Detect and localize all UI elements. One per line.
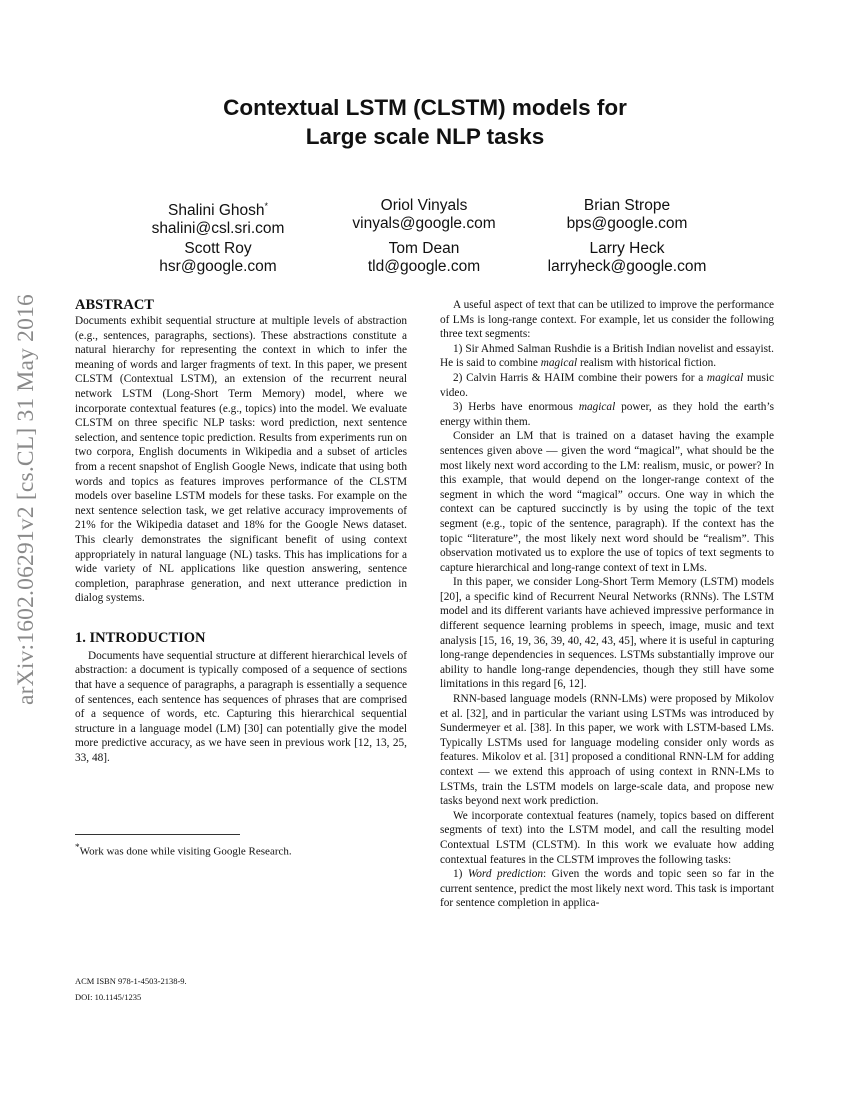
example-segment-3: 3) Herbs have enormous magical power, as they hold the earth’s energy within them. (440, 401, 774, 428)
author-block (527, 197, 727, 233)
author-email: larryheck@google.com (547, 258, 707, 275)
author-name: Shalini Ghosh (167, 202, 265, 220)
author-name: Oriol Vinyals (380, 197, 468, 214)
title-line-1: Contextual LSTM (CLSTM) models for (223, 95, 627, 120)
author-name: Larry Heck (589, 240, 665, 257)
paragraph-long-range-context: A useful aspect of text that can be utilized to improve the performance of LMs is long-range context. For example, let us consider the following three text segments: (440, 299, 774, 341)
footnote-mark: * (75, 842, 80, 852)
introduction-heading: 1. INTRODUCTION (75, 629, 206, 646)
task-word-prediction: 1) Word prediction: Given the words and topic seen so far in the current sentence, predict the most likely next word. This task is important for sentence completion in applica- (440, 868, 774, 910)
author-email: vinyals@google.com (352, 215, 496, 232)
author-block (324, 240, 524, 276)
author-block (324, 197, 524, 233)
abstract-text: Documents exhibit sequential structure at multiple levels of abstraction (e.g., sentences, paragraphs, sections). These abstractions constitute a natural hierarchy for representing the context in which to infer the meaning of words and larger fragments of text. In this paper, we present CLSTM (Contextual LSTM), an extension of the recurrent neural network LSTM (Long-Short Term Memory) model, where we incorporate contextual features (e.g., topics) into the model. We evaluate CLSTM on three specific NLP tasks: word prediction, next sentence selection, and sentence topic prediction. Results from experiments run on two corpora, English documents in Wikipedia and a subset of articles from a recent snapshot of English Google News, indicate that using both words and topics as features improves performance of the CLSTM models over baseline LSTM models for these tasks. For example on the next sentence selection task, we get relative accuracy improvements of 21% for the Wikipedia dataset and 18% for the Google News dataset. This clearly demonstrates the significant benefit of using context appropriately in natural language (NL) tasks. This has implications for a wide variety of NL applications like question answering, sentence completion, paraphrase generation, and next utterance prediction in dialog systems. (75, 315, 407, 605)
author-block (118, 240, 318, 276)
paragraph-lstm-models: In this paper, we consider Long-Short Term Memory (LSTM) models [20], a specific kind of Recurrent Neural Networks (RNNs). The LSTM model and its different variants have achieved impressive performance in different sequence learning problems in speech, image, music and text analysis [15, 16, 19, 36, 39, 40, 42, 43, 45], where it is useful in capturing long-range dependencies in sequences. LSTMs substantially improve our ability to handle long-range dependencies, though they still have some limitations in this regard [6, 12]. (440, 576, 774, 691)
author-footnote-mark: * (264, 201, 269, 211)
acm-isbn: ACM ISBN 978-1-4503-2138-9. (75, 976, 187, 986)
author-name: Brian Strope (583, 197, 671, 214)
paragraph-rnn-lms: RNN-based language models (RNN-LMs) were proposed by Mikolov et al. [32], and in particular the variant using LSTMs was introduced by Sundermeyer et al. [38]. In this paper, we work with LSTM-based LMs. Typically LSTMs used for language modeling consider only words as features. Mikolov et al. [31] proposed a conditional RNN-LM for adding context — we extend this approach of using context in RNN-LMs to LSTMs, train the LSTM models on large-scale data, and propose new tasks beyond next work prediction. (440, 693, 774, 808)
author-email: tld@google.com (367, 258, 481, 275)
right-column (440, 298, 774, 911)
example-segment-1: 1) Sir Ahmed Salman Rushdie is a British Indian novelist and essayist. He is said to combine magical realism with historical fiction. (440, 342, 774, 370)
footnote-rule (75, 834, 240, 835)
footnote (75, 842, 292, 858)
title-line-2: Large scale NLP tasks (305, 124, 545, 149)
left-column (75, 296, 407, 766)
example-segment-2: 2) Calvin Harris & HAIM combine their powers for a magical music video. (440, 371, 774, 399)
acm-doi: DOI: 10.1145/1235 (75, 992, 142, 1002)
paragraph-contextual-features: We incorporate contextual features (namely, topics based on different segments of text) into the LSTM model, and call the resulting model Contextual LSTM (CLSTM). In this work we evaluate how adding contextual features in the CLSTM improves the following tasks: (440, 809, 774, 866)
arxiv-identifier-stamp (2, 284, 50, 714)
author-email: hsr@google.com (159, 258, 277, 275)
author-name: Tom Dean (388, 240, 460, 257)
arxiv-stamp-text: arXiv:1602.06291v2 [cs.CL] 31 May 2016 (12, 293, 39, 705)
author-name: Scott Roy (184, 240, 252, 257)
author-email: shalini@csl.sri.com (151, 220, 285, 238)
author-email: bps@google.com (566, 215, 688, 232)
author-block (527, 240, 727, 276)
author-block (118, 197, 318, 238)
paragraph-lm-example: Consider an LM that is trained on a dataset having the example sentences given above — given the word “magical”, what should be the most likely next word according to the LM: realism, music, or power? In this example, that would depend on the longer-range context of the segment in which the word “magical” occurs. One way in which the context can be captured succinctly is by using the topic of the text segment (e.g., topic of the sentence, paragraph). If the context has the topic “literature”, the most likely next word should be “realism”. This observation motivated us to explore the use of topics of text segments to capture hierarchical and long-range context of text in LMs. (440, 430, 774, 574)
footnote-text: Work was done while visiting Google Research. (79, 845, 292, 858)
abstract-heading: ABSTRACT (75, 297, 154, 313)
introduction-paragraph: Documents have sequential structure at different hierarchical levels of abstraction: a document is typically composed of a sequence of sections that have a sequence of paragraphs, a paragraph is essentially a sequence of sentences, each sentence has sequences of phrases that are comprised of a sequence of words, etc. Capturing this hierarchical sequential structure in a language model (LM) [30] can potentially give the model more predictive accuracy, as we have seen in previous work [12, 13, 25, 33, 48]. (75, 649, 407, 765)
paper-title (0, 93, 850, 151)
